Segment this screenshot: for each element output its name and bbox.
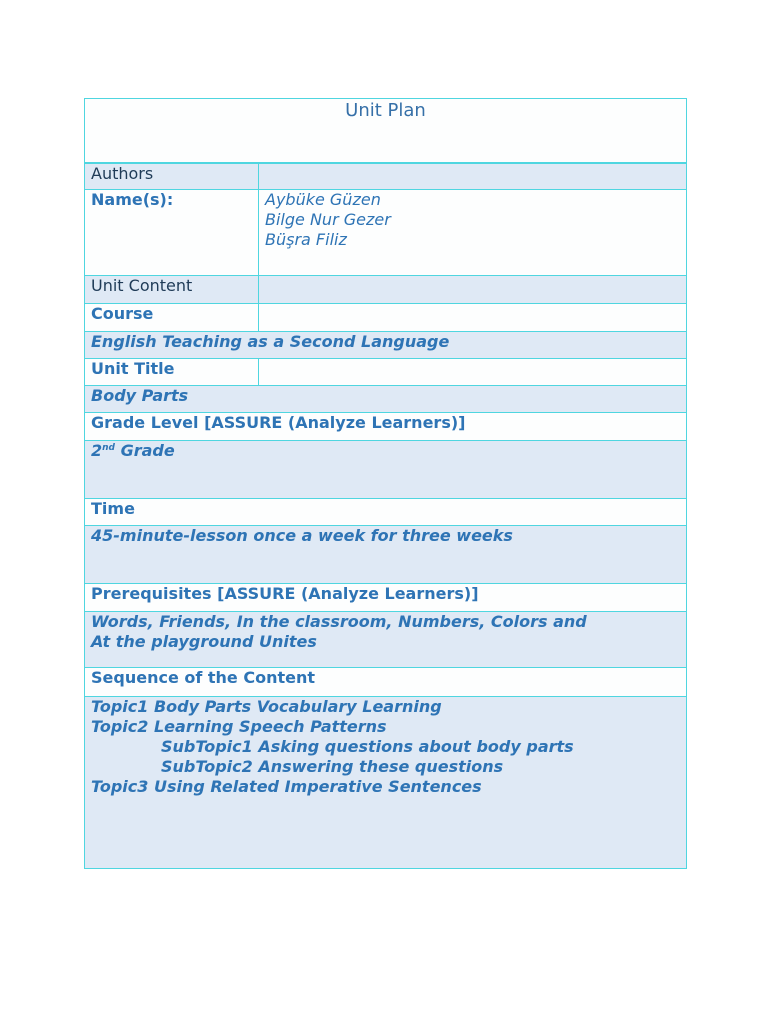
authors-row	[85, 162, 686, 189]
time-label: Time	[91, 499, 135, 518]
time-value: 45-minute-lesson once a week for three weeks	[91, 526, 513, 545]
prerequisites-label: Prerequisites [ASSURE (Analyze Learners)]	[91, 584, 479, 603]
grade-value	[91, 441, 175, 461]
course-row	[85, 303, 686, 331]
author-name: Büşra Filiz	[265, 230, 347, 249]
unit-content-row	[85, 275, 686, 303]
grade-level-label: Grade Level [ASSURE (Analyze Learners)]	[91, 413, 466, 432]
author-names	[265, 190, 391, 250]
grade-word: Grade	[115, 441, 175, 460]
sequence-value-row	[85, 696, 686, 868]
course-value: English Teaching as a Second Language	[91, 332, 450, 351]
prerequisites-value-row	[85, 611, 686, 667]
grade-number: 2	[91, 441, 103, 460]
author-name: Bilge Nur Gezer	[265, 210, 391, 229]
sequence-list	[91, 697, 574, 797]
unit-plan-title: Unit Plan	[345, 100, 426, 121]
course-label: Course	[91, 304, 154, 323]
grade-level-row	[85, 412, 686, 440]
sequence-topic: Topic3 Using Related Imperative Sentences	[91, 777, 482, 796]
sequence-subtopic: SubTopic2 Answering these questions	[161, 757, 504, 776]
prerequisites-line: Words, Friends, In the classroom, Numbers, Colors and	[91, 612, 587, 631]
unit-title-row	[85, 358, 686, 385]
sequence-subtopic: SubTopic1 Asking questions about body parts	[161, 737, 574, 756]
sequence-label: Sequence of the Content	[91, 668, 316, 687]
unit-title-value: Body Parts	[91, 386, 189, 405]
prerequisites-line: At the playground Unites	[91, 632, 317, 651]
unit-plan-table	[84, 98, 687, 869]
author-name: Aybüke Güzen	[265, 190, 381, 209]
grade-suffix: nd	[102, 443, 115, 453]
prerequisites-value	[91, 612, 587, 652]
sequence-topic: Topic2 Learning Speech Patterns	[91, 717, 387, 736]
time-row	[85, 498, 686, 525]
names-row	[85, 189, 686, 275]
unit-content-label: Unit Content	[91, 276, 193, 295]
unit-title-label: Unit Title	[91, 359, 175, 378]
time-value-row	[85, 525, 686, 583]
sequence-row	[85, 667, 686, 696]
authors-label: Authors	[91, 164, 154, 183]
prerequisites-row	[85, 583, 686, 611]
course-value-row	[85, 331, 686, 358]
unit-title-value-row	[85, 385, 686, 412]
sequence-topic: Topic1 Body Parts Vocabulary Learning	[91, 697, 442, 716]
names-label: Name(s):	[91, 190, 174, 209]
title-row	[85, 99, 686, 162]
grade-value-row	[85, 440, 686, 498]
